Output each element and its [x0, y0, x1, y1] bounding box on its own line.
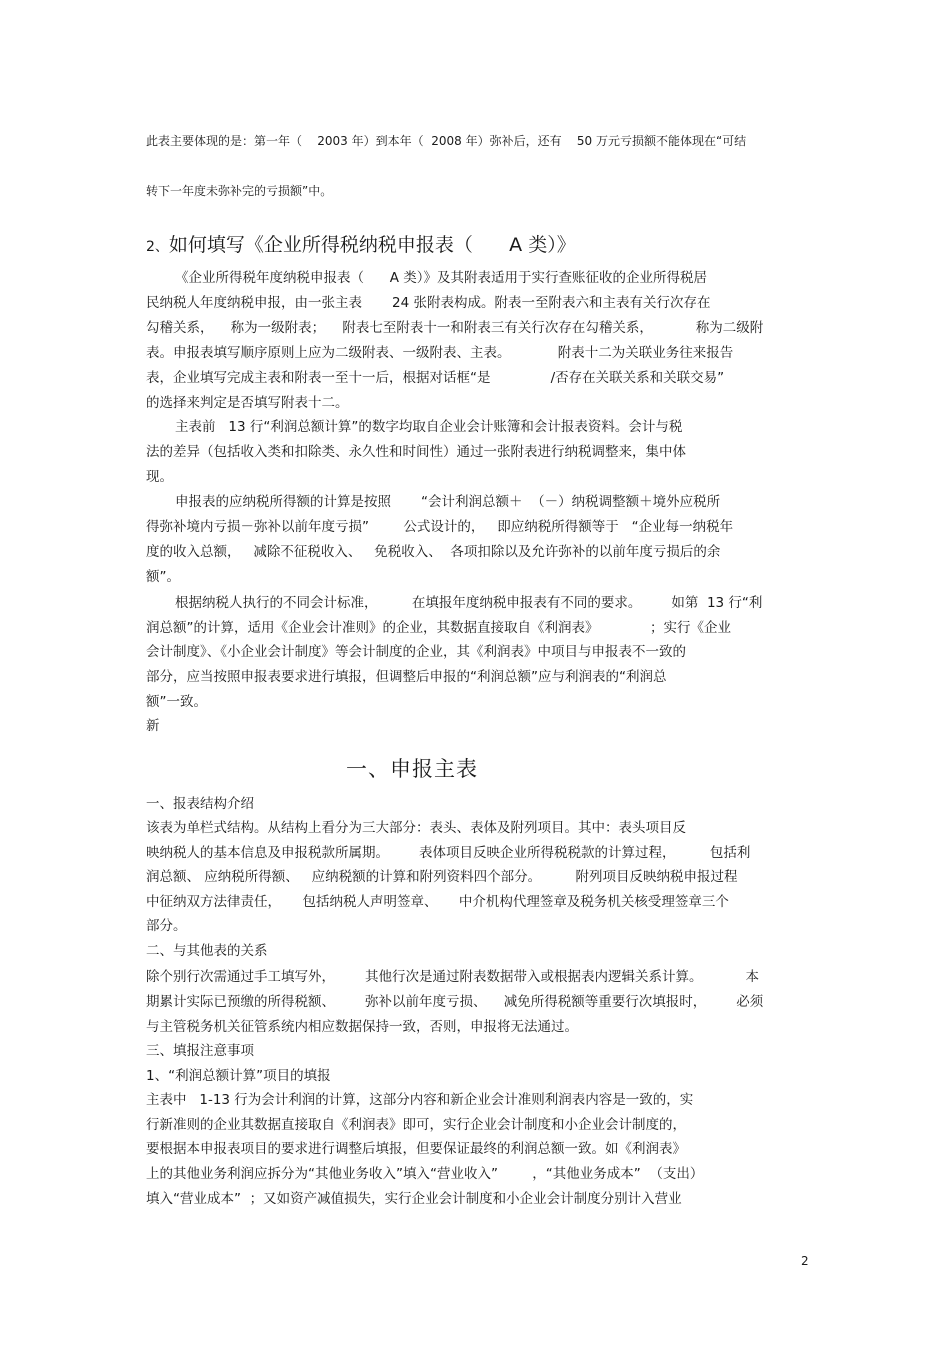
text-line: 度的收入总额， 减除不征税收入、 免税收入、 各项扣除以及允许弥补的以前年度亏损后的余 — [146, 544, 721, 560]
text-line: 根据纳税人执行的不同会计标准， 在填报年度纳税申报表有不同的要求。 如第 13 行“利 — [175, 595, 763, 611]
text-line: 映纳税人的基本信息及申报税款所属期。 表体项目反映企业所得税税款的计算过程， 包括利 — [146, 845, 751, 861]
text-line: 主表前 13 行“利润总额计算”的数字均取自企业会计账簿和会计报表资料。会计与税 — [175, 419, 683, 435]
text-line: 上的其他业务利润应拆分为“其他业务收入”填入“营业收入” ，“其他业务成本” （支出） — [146, 1166, 704, 1182]
text-line: 表，企业填写完成主表和附表一至十一后，根据对话框“是 /否存在关联关系和关联交易” — [146, 370, 725, 386]
page-number: 2 — [801, 1254, 809, 1268]
text-line: 填入“营业成本” ；又如资产减值损失，实行企业会计制度和小企业会计制度分别计入营业 — [146, 1191, 682, 1207]
subheading: 一、报表结构介绍 — [146, 796, 254, 812]
subheading: 二、与其他表的关系 — [146, 943, 268, 959]
text-line: 与主管税务机关征管系统内相应数据保持一致，否则，申报将无法通过。 — [146, 1019, 578, 1035]
text-line: 润总额、 应纳税所得额、 应纳税额的计算和附列资料四个部分。 附列项目反映纳税申报过程 — [146, 869, 738, 885]
text-line: 得弥补境内亏损－弥补以前年度亏损” 公式设计的， 即应纳税所得额等于 “企业每一纳税年 — [146, 519, 734, 535]
text-line: 中征纳双方法律责任， 包括纳税人声明签章、 中介机构代理签章及税务机关核受理签章三个 — [146, 894, 729, 910]
text-line: 部分。 — [146, 918, 187, 934]
section-number: 2、 — [146, 239, 169, 255]
text-line: 额”。 — [146, 569, 180, 585]
intro-line-2: 转下一年度未弥补完的亏损额”中。 — [146, 184, 333, 198]
text-line: 额”一致。 — [146, 694, 207, 710]
text-line: 的选择来判定是否填写附表十二。 — [146, 395, 349, 411]
text-line: 勾稽关系， 称为一级附表； 附表七至附表十一和附表三有关行次存在勾稽关系， 称为二级附 — [146, 320, 764, 336]
text-line: 申报表的应纳税所得额的计算是按照 “会计利润总额＋ （－）纳税调整额＋境外应税所 — [175, 494, 721, 510]
text-line: 新 — [146, 718, 160, 734]
text-line: 会计制度》、《小企业会计制度》等会计制度的企业，其《利润表》中项目与申报表不一致的 — [146, 644, 686, 660]
text-line: 现。 — [146, 469, 173, 485]
text-line: 主表中 1-13 行为会计利润的计算，这部分内容和新企业会计准则利润表内容是一致的，实 — [146, 1092, 694, 1108]
section-heading — [146, 232, 576, 260]
text-line: 期累计实际已预缴的所得税额、 弥补以前年度亏损、 减免所得税额等重要行次填报时， 必须 — [146, 994, 764, 1010]
text-line: 该表为单栏式结构。从结构上看分为三大部分：表头、表体及附列项目。其中：表头项目反 — [146, 820, 686, 836]
text-line: 行新准则的企业其数据直接取自《利润表》即可，实行企业会计制度和小企业会计制度的， — [146, 1117, 686, 1133]
text-line: 部分，应当按照申报表要求进行填报，但调整后申报的“利润总额”应与利润表的“利润总 — [146, 669, 667, 685]
text-line: 要根据本申报表项目的要求进行调整后填报，但要保证最终的利润总额一致。如《利润表》 — [146, 1141, 686, 1157]
section-title: 如何填写《企业所得税纳税申报表（ A 类）》 — [168, 234, 576, 256]
text-line: 表。申报表填写顺序原则上应为二级附表、一级附表、主表。 附表十二为关联业务往来报告 — [146, 345, 734, 361]
text-line: 《企业所得税年度纳税申报表（ A 类）》及其附表适用于实行查账征收的企业所得税居 — [175, 270, 708, 286]
intro-line-1: 此表主要体现的是：第一年（ 2003 年）到本年（ 2008 年）弥补后，还有 50 万元亏损额不能体现在“可结 — [146, 134, 747, 148]
text-line: 除个别行次需通过手工填写外， 其他行次是通过附表数据带入或根据表内逻辑关系计算。 本 — [146, 969, 759, 985]
text-line: 法的差异（包括收入类和扣除类、永久性和时间性）通过一张附表进行纳税调整来，集中体 — [146, 444, 686, 460]
text-line: 润总额”的计算，适用《企业会计准则》的企业，其数据直接取自《利润表》 ；实行《企业 — [146, 620, 731, 636]
subheading: 三、填报注意事项 — [146, 1043, 254, 1059]
text-line: 民纳税人年度纳税申报，由一张主表 24 张附表构成。附表一至附表六和主表有关行次存在 — [146, 295, 711, 311]
subheading: 1、“利润总额计算”项目的填报 — [146, 1068, 331, 1084]
chapter-title: 一、申报主表 — [346, 757, 478, 781]
